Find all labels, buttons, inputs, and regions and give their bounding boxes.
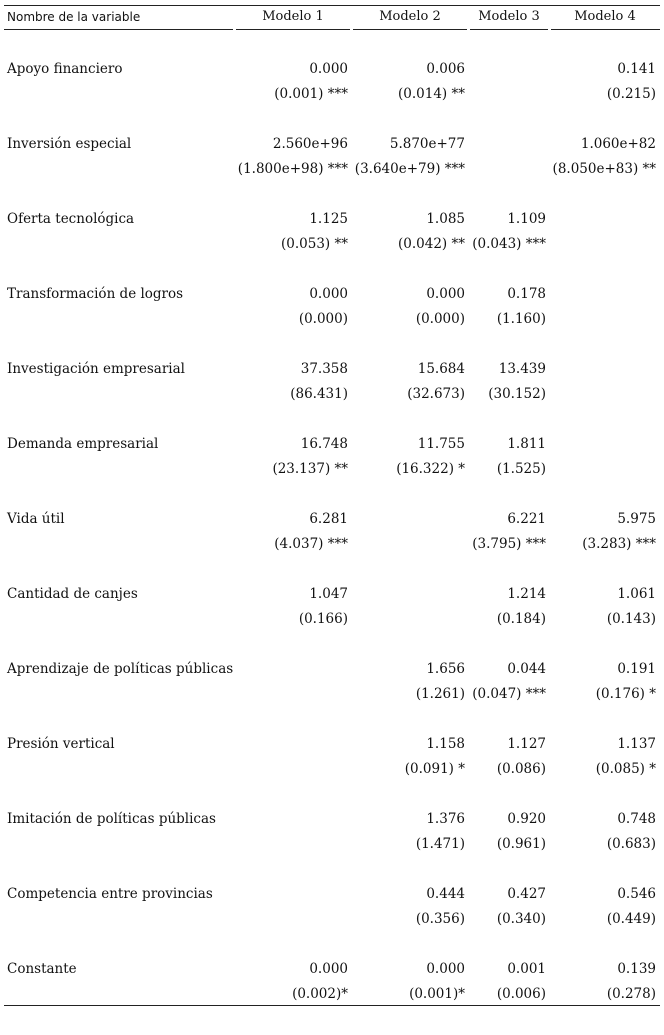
variable-name: Oferta tecnológica [7, 211, 135, 227]
standard-error-model-4: (0.449) [606, 911, 656, 927]
standard-error-model-1: (0.002)* [292, 986, 348, 1002]
coefficient-model-1: 0.000 [309, 961, 348, 977]
coefficient-model-1: 2.560e+96 [272, 136, 348, 152]
standard-error-model-2: (0.356) [415, 911, 465, 927]
standard-error-model-2: (32.673) [407, 386, 465, 402]
variable-name: Competencia entre provincias [7, 886, 213, 902]
coefficient-model-3: 1.127 [507, 736, 546, 752]
standard-error-model-1: (0.166) [298, 611, 348, 627]
table-row [0, 810, 664, 885]
table-row [0, 885, 664, 960]
coefficient-model-2: 0.000 [426, 961, 465, 977]
table-row [0, 285, 664, 360]
coefficient-model-1: 1.047 [309, 586, 348, 602]
coefficient-model-3: 0.427 [507, 886, 546, 902]
variable-name: Demanda empresarial [7, 436, 159, 452]
coefficient-model-4: 0.546 [617, 886, 656, 902]
coefficient-model-2: 1.376 [426, 811, 465, 827]
coefficient-model-4: 1.137 [617, 736, 656, 752]
standard-error-model-4: (3.283) *** [582, 536, 656, 552]
variable-name: Apoyo financiero [7, 61, 123, 77]
coefficient-model-4: 0.139 [617, 961, 656, 977]
standard-error-model-4: (0.215) [606, 86, 656, 102]
coefficient-model-1: 1.125 [309, 211, 348, 227]
standard-error-model-1: (0.000) [298, 311, 348, 327]
standard-error-model-4: (8.050e+83) ** [552, 161, 656, 177]
header-model-1: Modelo 1 [262, 9, 324, 24]
coefficient-model-2: 0.000 [426, 286, 465, 302]
standard-error-model-2: (0.001)* [409, 986, 465, 1002]
header-variable-name: Nombre de la variable [7, 10, 141, 24]
coefficient-model-4: 0.748 [617, 811, 656, 827]
standard-error-model-3: (1.525) [496, 461, 546, 477]
header-model-2: Modelo 2 [379, 9, 441, 24]
coefficient-model-2: 1.656 [426, 661, 465, 677]
standard-error-model-4: (0.278) [606, 986, 656, 1002]
header-rule-model-3 [470, 29, 548, 30]
coefficient-model-1: 37.358 [300, 361, 348, 377]
variable-name: Vida útil [7, 511, 65, 527]
table-row [0, 210, 664, 285]
coefficient-model-4: 1.060e+82 [580, 136, 656, 152]
header-rule-variable [4, 29, 233, 30]
coefficient-model-2: 1.158 [426, 736, 465, 752]
coefficient-model-1: 0.000 [309, 61, 348, 77]
coefficient-model-1: 16.748 [300, 436, 348, 452]
table-row [0, 360, 664, 435]
standard-error-model-2: (0.042) ** [398, 236, 465, 252]
standard-error-model-3: (0.047) *** [472, 686, 546, 702]
standard-error-model-4: (0.683) [606, 836, 656, 852]
standard-error-model-3: (0.086) [496, 761, 546, 777]
standard-error-model-1: (0.053) ** [281, 236, 348, 252]
coefficient-model-2: 0.006 [426, 61, 465, 77]
standard-error-model-3: (30.152) [488, 386, 546, 402]
standard-error-model-1: (0.001) *** [274, 86, 348, 102]
standard-error-model-3: (1.160) [496, 311, 546, 327]
standard-error-model-2: (0.000) [415, 311, 465, 327]
standard-error-model-2: (1.261) [415, 686, 465, 702]
coefficient-model-1: 6.281 [309, 511, 348, 527]
table-row [0, 135, 664, 210]
standard-error-model-2: (16.322) * [396, 461, 465, 477]
coefficient-model-3: 0.001 [507, 961, 546, 977]
coefficient-model-4: 0.191 [617, 661, 656, 677]
table-row [0, 510, 664, 585]
standard-error-model-2: (0.014) ** [398, 86, 465, 102]
table-row [0, 585, 664, 660]
variable-name: Cantidad de canjes [7, 586, 138, 602]
standard-error-model-2: (3.640e+79) *** [354, 161, 465, 177]
variable-name: Investigación empresarial [7, 361, 185, 377]
header-model-4: Modelo 4 [574, 9, 636, 24]
coefficient-model-2: 11.755 [417, 436, 465, 452]
table-row [0, 960, 664, 1035]
table-row [0, 735, 664, 810]
standard-error-model-2: (0.091) * [404, 761, 465, 777]
coefficient-model-4: 5.975 [617, 511, 656, 527]
coefficient-model-3: 6.221 [507, 511, 546, 527]
coefficient-model-2: 15.684 [417, 361, 465, 377]
standard-error-model-1: (23.137) ** [272, 461, 348, 477]
coefficient-model-3: 0.044 [507, 661, 546, 677]
coefficient-model-3: 13.439 [498, 361, 546, 377]
standard-error-model-3: (0.961) [496, 836, 546, 852]
coefficient-model-2: 0.444 [426, 886, 465, 902]
table-row [0, 660, 664, 735]
header-model-3: Modelo 3 [478, 9, 540, 24]
coefficient-model-2: 5.870e+77 [389, 136, 465, 152]
standard-error-model-2: (1.471) [415, 836, 465, 852]
coefficient-model-3: 0.920 [507, 811, 546, 827]
standard-error-model-1: (86.431) [290, 386, 348, 402]
header-rule-model-1 [236, 29, 350, 30]
standard-error-model-4: (0.085) * [595, 761, 656, 777]
header-rule-model-2 [353, 29, 467, 30]
variable-name: Constante [7, 961, 77, 977]
header-rule-model-4 [551, 29, 660, 30]
standard-error-model-3: (0.006) [496, 986, 546, 1002]
coefficient-model-4: 0.141 [617, 61, 656, 77]
coefficient-model-3: 0.178 [507, 286, 546, 302]
table-bottom-rule [4, 1005, 660, 1006]
standard-error-model-3: (0.043) *** [472, 236, 546, 252]
standard-error-model-1: (4.037) *** [274, 536, 348, 552]
coefficient-model-3: 1.811 [507, 436, 546, 452]
variable-name: Inversión especial [7, 136, 132, 152]
variable-name: Transformación de logros [7, 286, 184, 302]
table-row [0, 60, 664, 135]
variable-name: Imitación de políticas públicas [7, 811, 216, 827]
coefficient-model-4: 1.061 [617, 586, 656, 602]
coefficient-model-1: 0.000 [309, 286, 348, 302]
coefficient-model-3: 1.214 [507, 586, 546, 602]
standard-error-model-4: (0.176) * [595, 686, 656, 702]
standard-error-model-4: (0.143) [606, 611, 656, 627]
variable-name: Aprendizaje de políticas públicas [7, 661, 234, 677]
variable-name: Presión vertical [7, 736, 115, 752]
table-row [0, 435, 664, 510]
standard-error-model-3: (0.340) [496, 911, 546, 927]
standard-error-model-1: (1.800e+98) *** [237, 161, 348, 177]
standard-error-model-3: (3.795) *** [472, 536, 546, 552]
standard-error-model-3: (0.184) [496, 611, 546, 627]
coefficient-model-2: 1.085 [426, 211, 465, 227]
coefficient-model-3: 1.109 [507, 211, 546, 227]
